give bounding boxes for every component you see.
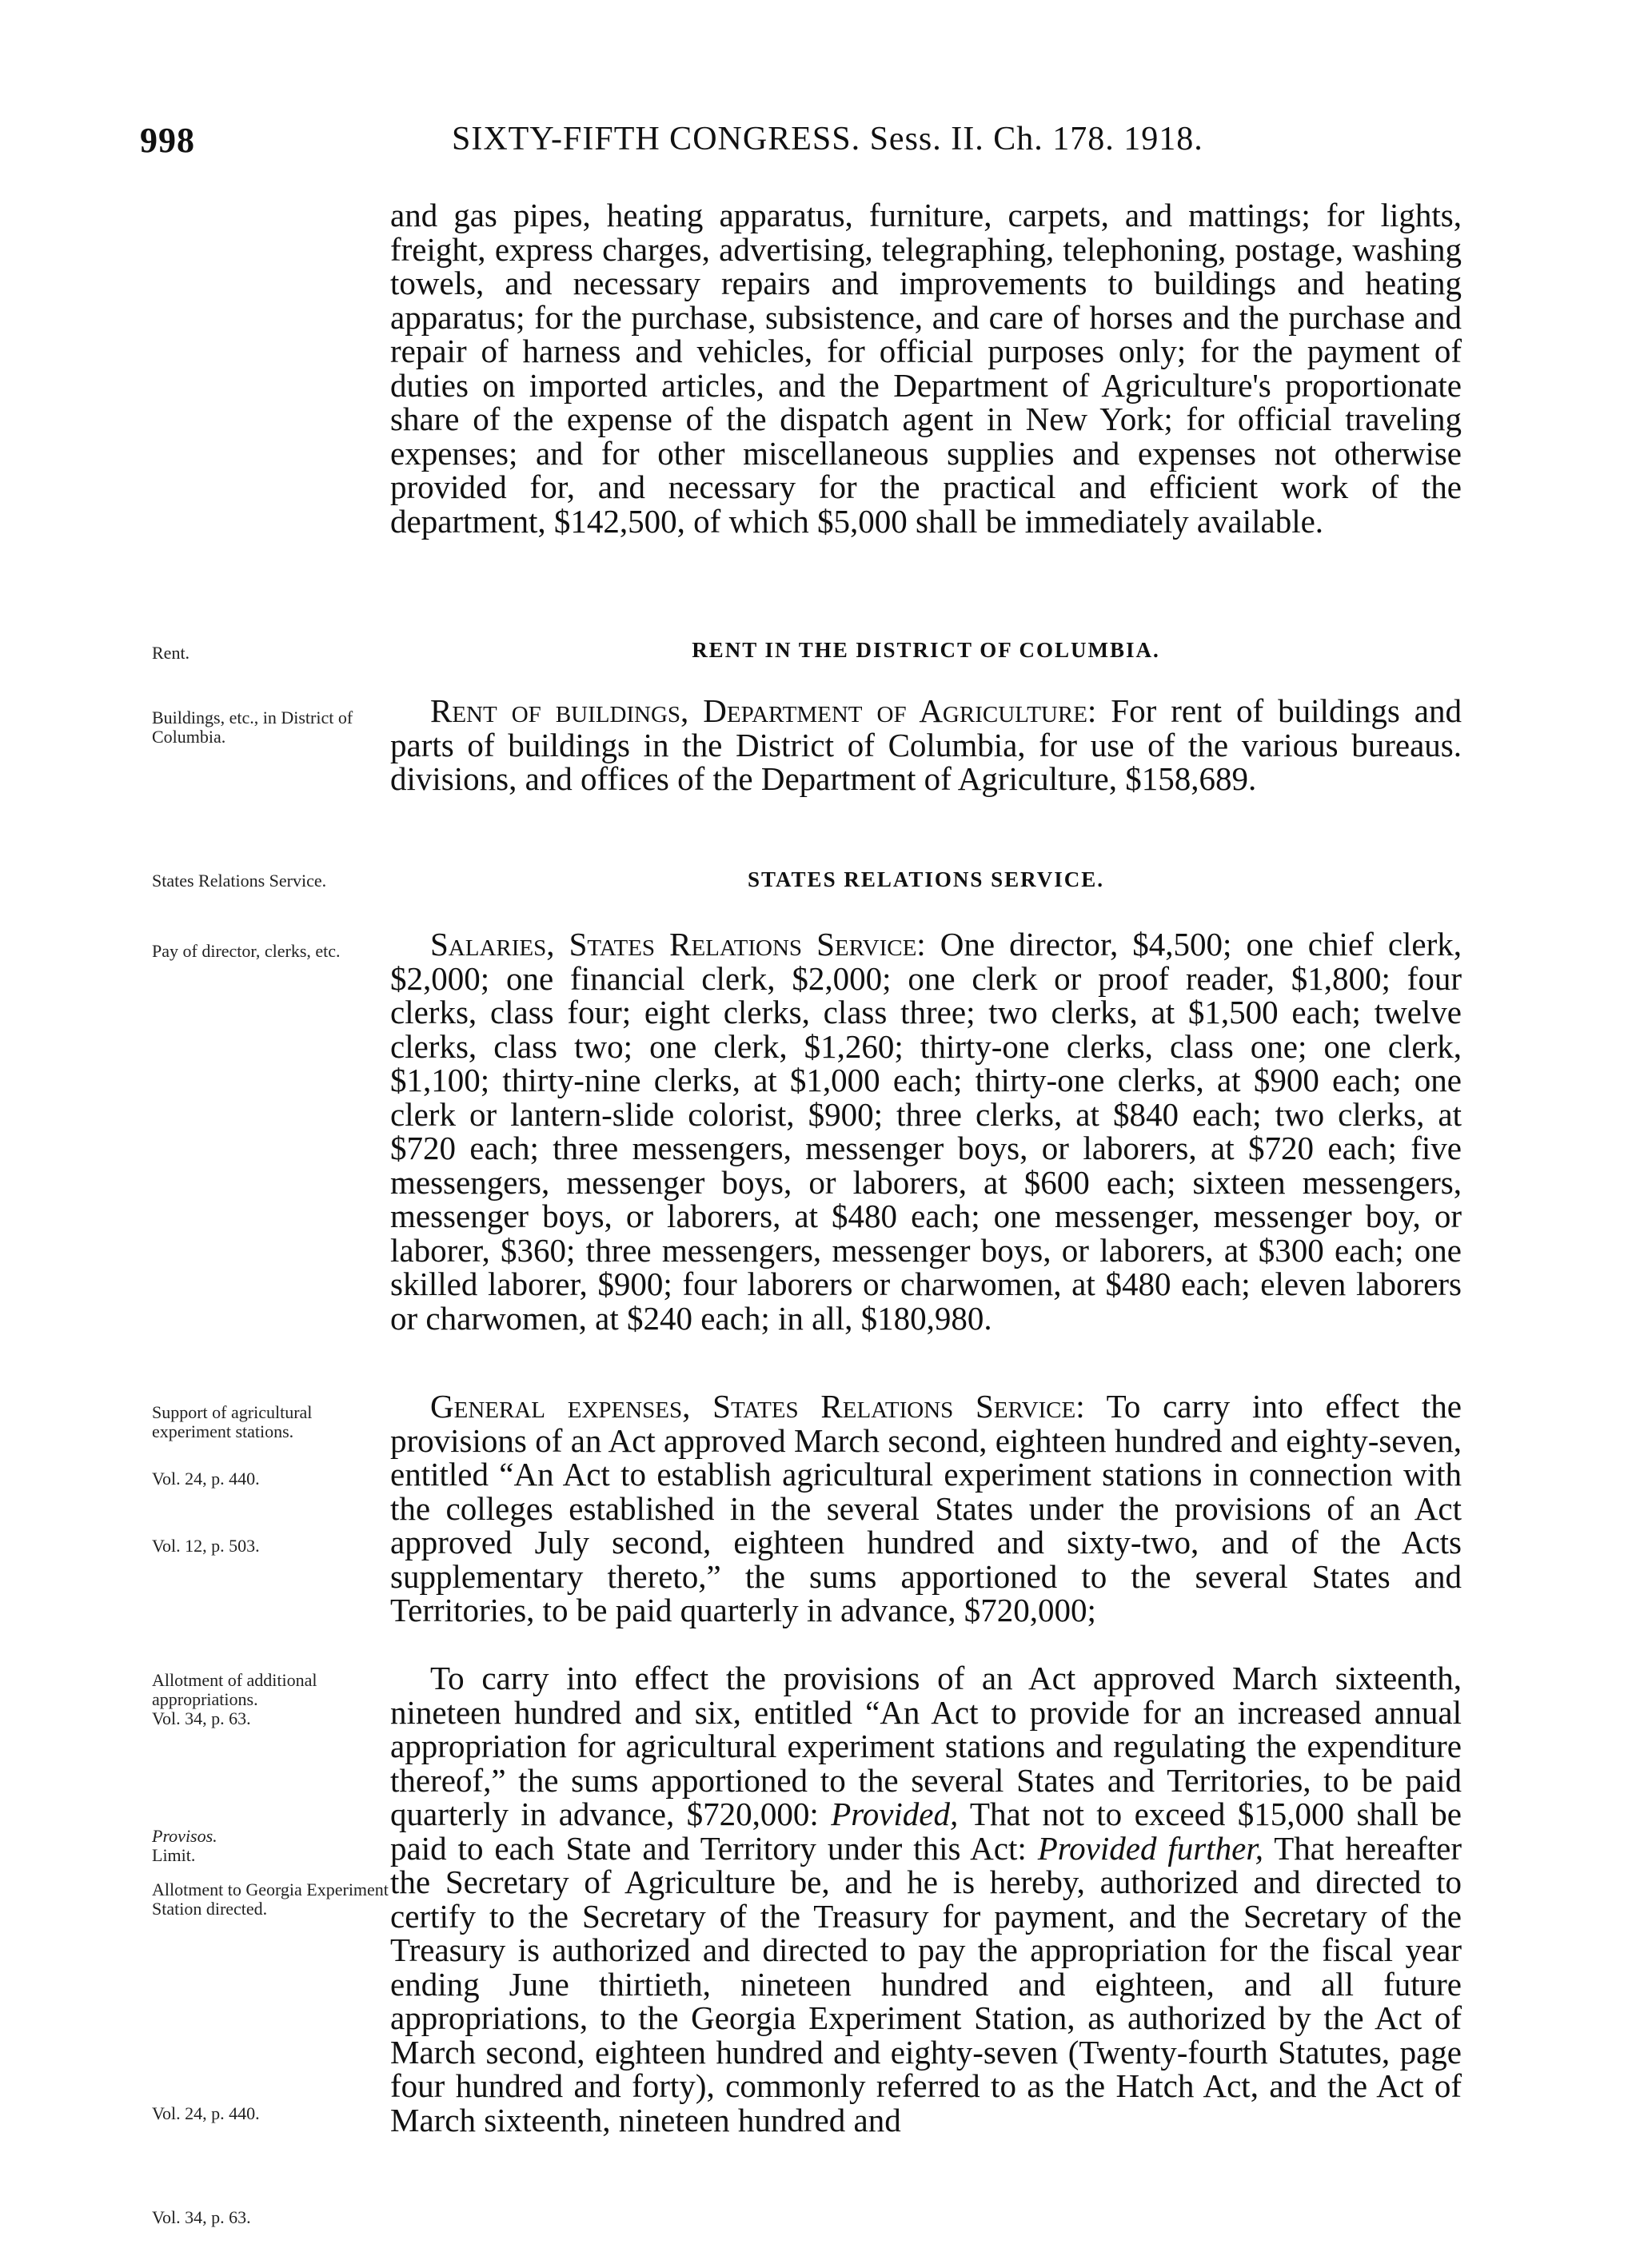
margin-note-georgia: Allotment to Georgia Experiment Station directed. bbox=[152, 1879, 389, 1919]
rent-body: For rent of buildings and parts of buildings in the District of Columbia, for use of the various bureaus. divisions, and offices of the Department of Agriculture, $158,689. bbox=[390, 692, 1462, 797]
additional-appropriations-paragraph bbox=[390, 1661, 1462, 2137]
additional-part2: That not to exceed $15,000 shall be paid to each State and Territory under this Act: bbox=[390, 1796, 1462, 1867]
general-body: To carry into effect the provisions of an Act approved March second, eighteen hundred and eighty-seven, entitled “An Act to establish agricultural experiment stations in connection with the colleges established in the several States under the provisions of an Act approved July second, eighteen hundred and sixty-two, and of the Acts supplementary thereto,” the sums apportioned to the several States and Territories, to be paid quarterly in advance, $720,000; bbox=[390, 1388, 1462, 1628]
margin-note-vol34-p63-a: Vol. 34, p. 63. bbox=[152, 1708, 251, 1728]
margin-note-vol34-p63-b: Vol. 34, p. 63. bbox=[152, 2207, 251, 2227]
salaries-lead: Salaries, States Relations Service: bbox=[430, 926, 926, 963]
margin-note-vol24-p440-b: Vol. 24, p. 440. bbox=[152, 2103, 260, 2123]
margin-note-provisos: Provisos. bbox=[152, 1826, 217, 1846]
margin-note-support: Support of agricultural experiment stations. bbox=[152, 1402, 313, 1441]
margin-note-allotment: Allotment of additional appropriations. bbox=[152, 1670, 317, 1709]
additional-part3: That hereafter the Secretary of Agriculture be, and he is hereby, authorized and directed to certify to the Secretary of the Treasury for payment, and the Secretary of the Treasury is authorized and directed to pay the appropriation for the fiscal year ending June thirtieth, nineteen hundred and eighteen, and all future appropriations, to the Georgia Experiment Station, as authorized by the Act of March second, eighteen hundred and eighty-seven (Twenty-fourth Statutes, page four hundred and forty), commonly referred to as the Hatch Act, and the Act of March sixteenth, nineteen hundred and bbox=[390, 1829, 1462, 2138]
margin-note-vol12-p503: Vol. 12, p. 503. bbox=[152, 1536, 260, 1556]
rent-lead: Rent of buildings, Department of Agriculture: bbox=[430, 692, 1097, 729]
page-number: 998 bbox=[140, 121, 195, 160]
rent-paragraph bbox=[390, 694, 1462, 796]
srs-section-heading: STATES RELATIONS SERVICE. bbox=[748, 867, 1104, 891]
running-head: SIXTY-FIFTH CONGRESS. Sess. II. Ch. 178. 1918. bbox=[452, 121, 1203, 157]
margin-note-pay: Pay of director, clerks, etc. bbox=[152, 941, 341, 961]
page-header bbox=[140, 120, 1467, 168]
margin-note-srs: States Relations Service. bbox=[152, 871, 327, 891]
margin-note-rent: Rent. bbox=[152, 643, 190, 663]
general-lead: General expenses, States Relations Service: bbox=[430, 1388, 1085, 1425]
general-expenses-paragraph bbox=[390, 1389, 1462, 1628]
additional-part1: To carry into effect the provisions of an Act approved March sixteenth, nineteen hundred and six, entitled “An Act to provide for an increased annual appropriation for agricultural experiment stations and regulating the expenditure thereof,” the sums apportioned to the several States and Territories, to be paid quarterly in advance, $720,000: bbox=[390, 1660, 1462, 1832]
salaries-paragraph bbox=[390, 927, 1462, 1335]
provided-further: Provided further, bbox=[1037, 1829, 1264, 1867]
margin-note-buildings: Buildings, etc., in District of Columbia. bbox=[152, 708, 353, 747]
rent-section-heading: RENT IN THE DISTRICT OF COLUMBIA. bbox=[692, 638, 1160, 662]
continuation-text: and gas pipes, heating apparatus, furniture, carpets, and mattings; for lights, freight, express charges, advertising, telegraphing, telephoning, postage, washing towels, and necessary repairs and improvements to buildings and heating apparatus; for the purchase, subsistence, and care of horses and the purchase and repair of harness and vehicles, for official purposes only; for the payment of duties on imported articles, and the Department of Agriculture's proportionate share of the expense of the dispatch agent in New York; for official traveling expenses; and for other miscellaneous supplies and expenses not otherwise provided for, and necessary for the practical and efficient work of the department, $142,500, of which $5,000 shall be immediately available. bbox=[390, 197, 1462, 540]
provided-word: Provided, bbox=[831, 1796, 959, 1832]
margin-note-vol24-p440: Vol. 24, p. 440. bbox=[152, 1469, 260, 1489]
margin-note-limit: Limit. bbox=[152, 1845, 196, 1865]
continuation-paragraph bbox=[390, 198, 1462, 538]
salaries-body: One director, $4,500; one chief clerk, $2,000; one financial clerk, $2,000; one clerk or proof reader, $1,800; four clerks, class four; eight clerks, class three; two clerks, at $1,500 each; twelve clerks, class two; one clerk, $1,260; thirty-one clerks, class one; one clerk, $1,100; thirty-nine clerks, at $1,000 each; thirty-one clerks, at $900 each; one clerk or lantern-slide colorist, $900; three clerks, at $840 each; two clerks, at $720 each; three messengers, messenger boys, or laborers, at $720 each; five messengers, messenger boys, or laborers, at $600 each; sixteen messengers, messenger boys, or laborers, at $480 each; one messenger, messenger boy, or laborer, $360; three messengers, messenger boys, or laborers, at $300 each; one skilled laborer, $900; four laborers or charwomen, at $480 each; eleven laborers or charwomen, at $240 each; in all, $180,980. bbox=[390, 926, 1462, 1337]
